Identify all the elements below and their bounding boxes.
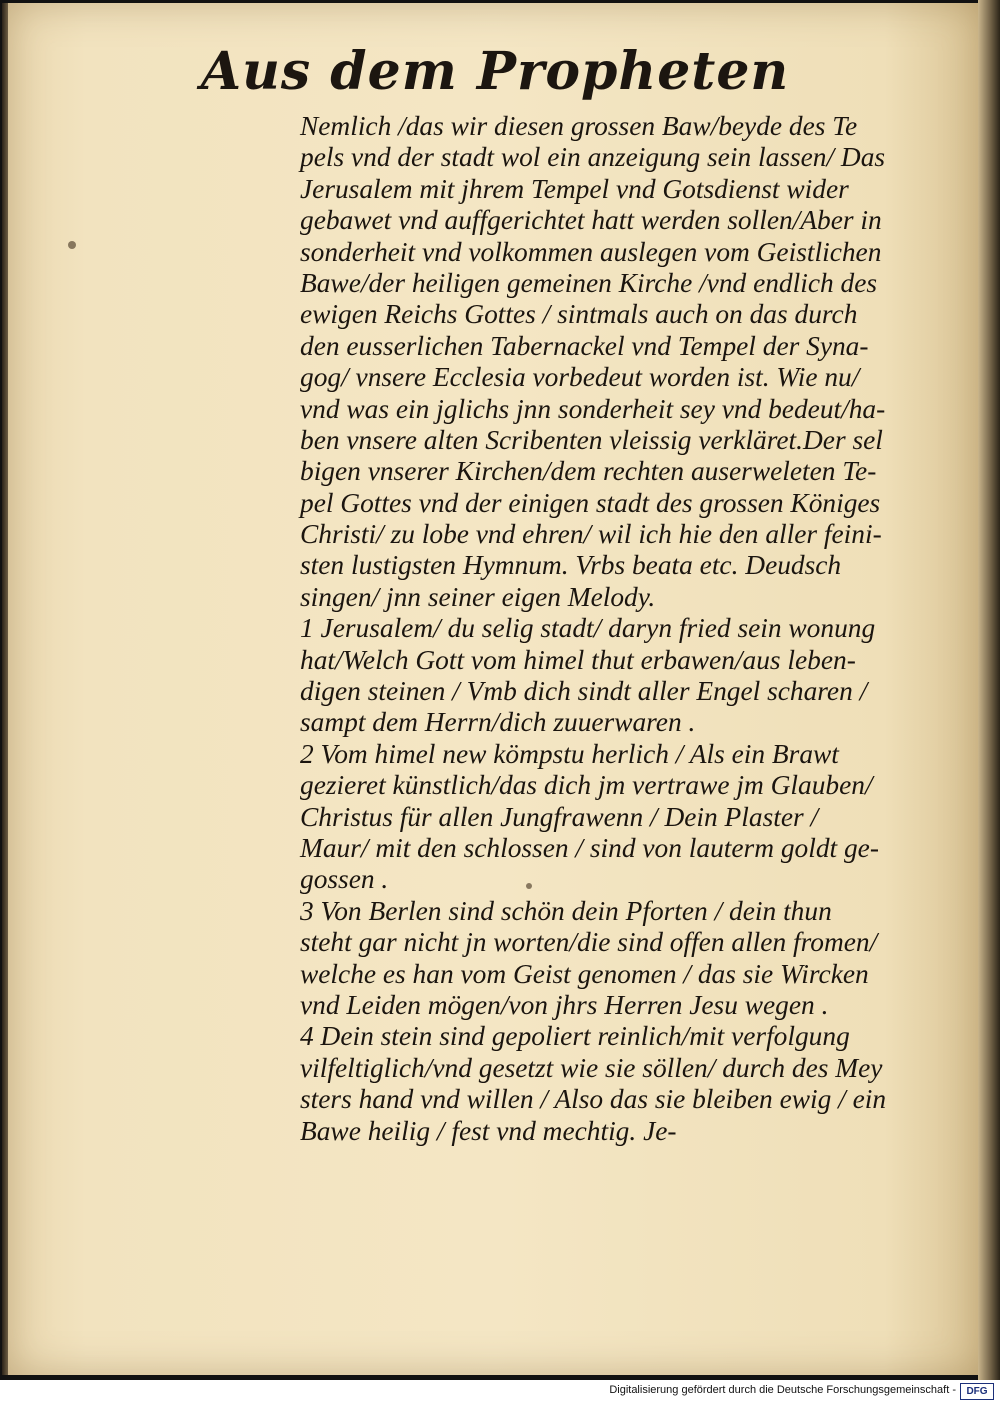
- text-line: Christus für allen Jungfrawenn / Dein Plaster /: [300, 801, 819, 832]
- text-line: sters hand vnd willen / Also das sie bleiben ewig / ein: [300, 1084, 887, 1115]
- text-line: bigen vnserer Kirchen/dem rechten auserweleten Te-: [300, 456, 877, 487]
- funding-credit: Digitalisierung gefördert durch die Deutsche Forschungsgemeinschaft -: [609, 1384, 956, 1396]
- verse-1-line: 1 Jerusalem/ du selig stadt/ daryn fried sein wonung: [300, 613, 876, 644]
- text-line: pel Gottes vnd der einigen stadt des grossen Königes: [300, 487, 881, 518]
- ink-blot: [68, 241, 76, 249]
- text-line: gossen .: [300, 864, 389, 895]
- text-line: sten lustigsten Hymnum. Vrbs beata etc. Deudsch: [300, 550, 842, 581]
- text-line: Christi/ zu lobe vnd ehren/ wil ich hie den aller feini-: [300, 519, 882, 550]
- text-line: gog/ vnsere Ecclesia vorbedeut worden ist. Wie nu/: [300, 362, 860, 393]
- text-line: den eusserlichen Tabernackel vnd Tempel der Syna-: [300, 330, 869, 361]
- book-page: [8, 3, 982, 1375]
- text-line: welche es han vom Geist genomen / das sie Wircken: [300, 958, 869, 989]
- text-line: hat/Welch Gott vom himel thut erbawen/aus leben-: [300, 644, 856, 675]
- verse-3-line: 3 Von Berlen sind schön dein Pforten / dein thun: [300, 895, 832, 926]
- text-line: steht gar nicht jn worten/die sind offen allen fromen/: [300, 927, 878, 958]
- running-header: Aus dem Propheten: [200, 41, 790, 102]
- text-line: ewigen Reichs Gottes / sintmals auch on das durch: [300, 299, 858, 330]
- text-line: singen/ jnn seiner eigen Melody.: [300, 581, 656, 612]
- text-line: Maur/ mit den schlossen / sind von lauterm goldt ge-: [300, 832, 879, 863]
- body-text: [300, 111, 970, 1147]
- text-line: gezieret künstlich/das dich jm vertrawe jm Glauben/: [300, 770, 873, 801]
- text-line: digen steinen / Vmb dich sindt aller Engel scharen /: [300, 676, 868, 707]
- text-line: Bawe/der heiligen gemeinen Kirche /vnd endlich des: [300, 267, 878, 298]
- right-page-edge: [978, 0, 1000, 1380]
- footer-bar: [0, 1380, 1000, 1402]
- text-line: Nemlich /das wir diesen grossen Baw/beyde des Te: [300, 111, 858, 141]
- text-line: sampt dem Herrn/dich zuuerwaren .: [300, 707, 696, 738]
- text-line: Jerusalem mit jhrem Tempel vnd Gotsdienst wider: [300, 173, 849, 204]
- text-line: vilfeltiglich/vnd gesetzt wie sie söllen/ durch des Mey: [300, 1052, 883, 1083]
- text-line: vnd Leiden mögen/von jhrs Herren Jesu wegen .: [300, 989, 829, 1020]
- text-line: Bawe heilig / fest vnd mechtig. Je-: [300, 1115, 677, 1146]
- verse-2-line: 2 Vom himel new kömpstu herlich / Als ein Brawt: [300, 738, 839, 769]
- text-line: vnd was ein jglichs jnn sonderheit sey vnd bedeut/ha-: [300, 393, 886, 424]
- text-line: pels vnd der stadt wol ein anzeigung sein lassen/ Das: [300, 142, 886, 173]
- verse-4-line: 4 Dein stein sind gepoliert reinlich/mit verfolgung: [300, 1021, 850, 1052]
- text-line: ben vnsere alten Scribenten vleissig verkläret.Der sel: [300, 424, 883, 455]
- text-line: gebawet vnd auffgerichtet hatt werden sollen/Aber in: [300, 205, 882, 236]
- text-line: sonderheit vnd volkommen auslegen vom Geistlichen: [300, 236, 882, 267]
- dfg-logo[interactable]: DFG: [960, 1383, 994, 1400]
